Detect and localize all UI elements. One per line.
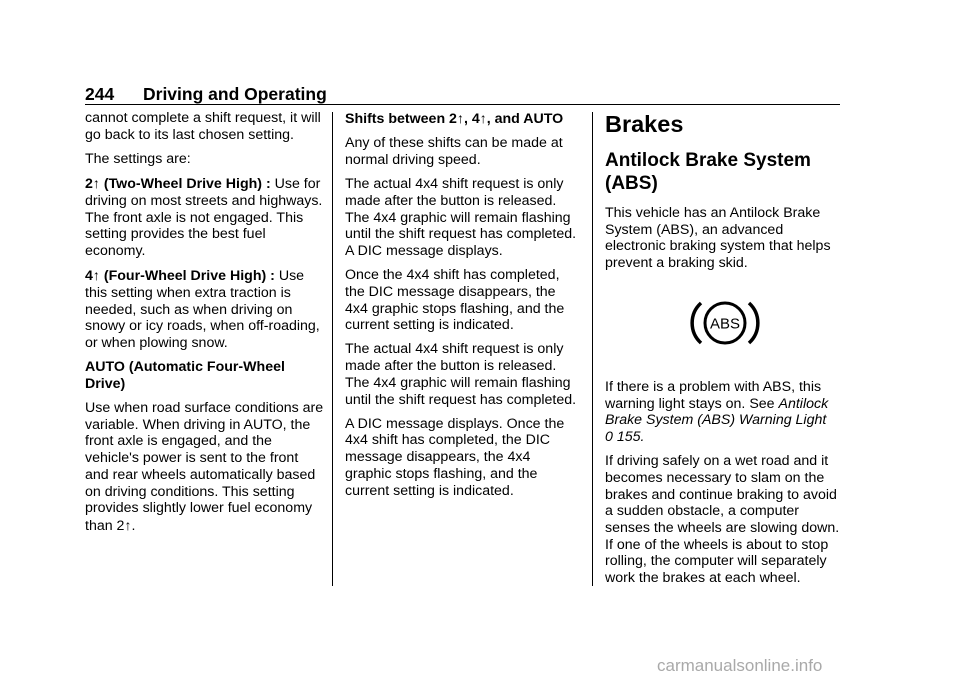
abs-icon-text: ABS <box>709 315 741 333</box>
shifts-arrow-icon-1: ↑ <box>456 110 464 126</box>
shifts-heading-post: , and AUTO <box>486 111 564 127</box>
shifts-paragraph-3: Once the 4x4 shift has completed, the DIC message disappears, the 4x4 graphic stops flashing, and the current setting is indicated. <box>345 267 565 334</box>
two-high-arrow-icon: ↑ <box>92 175 100 192</box>
four-high-description: Use this setting when extra traction is needed, such as when driving on snowy or icy roads, when off-roading, or when plowing snow. <box>85 268 320 351</box>
shifts-arrow-icon-2: ↑ <box>479 110 487 126</box>
shifts-heading <box>345 110 580 128</box>
auto-description <box>85 400 325 535</box>
abs-warning-text: If there is a problem with ABS, this warning light stays on. See <box>605 378 822 412</box>
four-high-number: 4 <box>85 268 93 285</box>
shifts-paragraph-4: The actual 4x4 shift request is only made after the button is released. The 4x4 graphic will remain flashing until the shift request has completed. <box>345 341 577 408</box>
brakes-title: Brakes <box>605 111 684 137</box>
column-2 <box>345 110 580 507</box>
abs-warning-page: 155 <box>616 428 641 445</box>
abs-subtitle: Antilock Brake System (ABS) <box>605 150 811 194</box>
watermark: carmanualsonline.info <box>657 656 823 675</box>
four-high-arrow-icon: ↑ <box>92 267 100 284</box>
auto-text: Use when road surface conditions are variable. When driving in AUTO, the front axle is engaged, and the vehicle's power is sent to the front and rear wheels automatically based on driving conditions. This setting provides slightly lower fuel economy than 2 <box>85 400 324 534</box>
page-ref-icon: 0 <box>605 428 613 445</box>
page-number: 244 <box>85 84 115 104</box>
abs-warning-end: . <box>640 428 645 445</box>
page-header <box>85 83 840 105</box>
four-high-label: (Four-Wheel Drive High) : <box>103 268 275 285</box>
header-rule <box>85 104 840 105</box>
shifts-paragraph-2: The actual 4x4 shift request is only made after the button is released. The 4x4 graphic will remain flashing until the shift request has completed. A DIC message displays. <box>345 176 577 259</box>
abs-warning-light-icon <box>688 294 762 352</box>
auto-heading: AUTO (Automatic Four-Wheel Drive) <box>85 359 285 392</box>
shifts-heading-mid: , 4 <box>463 111 480 127</box>
column-divider-2 <box>592 112 593 586</box>
two-high-description: Use for driving on most streets and highways. The front axle is not engaged. This setting provides the best fuel economy. <box>85 176 323 259</box>
section-title: Driving and Operating <box>143 84 327 104</box>
auto-arrow-icon: ↑ <box>124 516 132 533</box>
two-high-label: (Two-Wheel Drive High) : <box>103 176 271 193</box>
abs-operation-paragraph: If driving safely on a wet road and it becomes necessary to slam on the brakes and continue braking to avoid a sudden obstacle, a computer senses the wheels are slowing down. If one of the wheels is about to stop rolling, the computer will separately work the brakes at each wheel. <box>605 453 840 587</box>
column-1 <box>85 110 325 542</box>
two-wheel-high-item <box>85 175 325 260</box>
abs-warning-reference: Antilock Brake System (ABS) Warning Light <box>605 395 829 429</box>
two-high-number: 2 <box>85 176 93 193</box>
auto-text-end: . <box>131 517 136 534</box>
abs-warning-paragraph <box>605 379 845 446</box>
column-divider-1 <box>332 112 333 586</box>
settings-intro: The settings are: <box>85 150 191 167</box>
column-3 <box>605 110 845 594</box>
shifts-paragraph-1: Any of these shifts can be made at normal driving speed. <box>345 135 563 168</box>
four-wheel-high-item <box>85 267 325 352</box>
shift-fallback-text: cannot complete a shift request, it will go back to its last chosen setting. <box>85 110 321 143</box>
shifts-heading-pre: Shifts between 2 <box>345 111 457 127</box>
abs-intro: This vehicle has an Antilock Brake System (ABS), an advanced electronic braking system that helps prevent a braking skid. <box>605 205 831 272</box>
shifts-paragraph-5: A DIC message displays. Once the 4x4 shift has completed, the DIC message disappears, the 4x4 graphic stops flashing, and the current setting is indicated. <box>345 415 565 499</box>
